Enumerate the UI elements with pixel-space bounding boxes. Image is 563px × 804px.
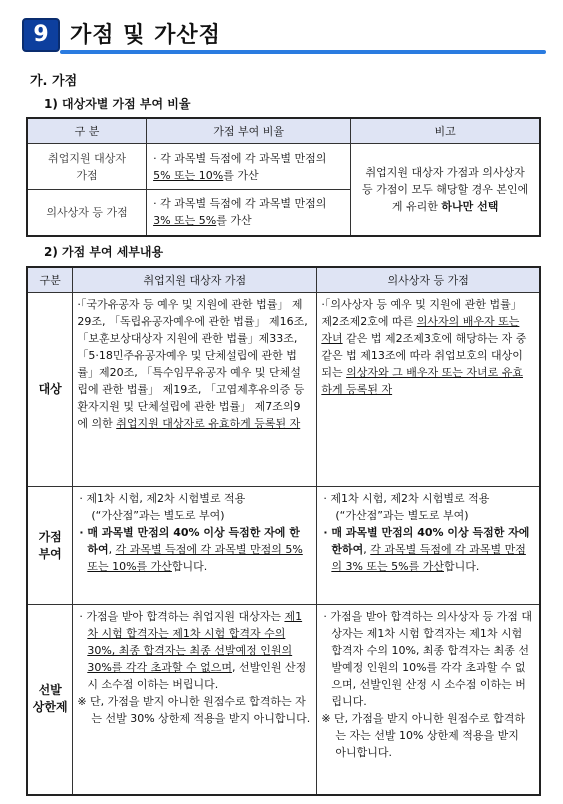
table-header-row xyxy=(27,267,540,293)
table1-heading: 1) 대상자별 가점 부여 비율 xyxy=(44,97,191,111)
ratio-text: · 각 과목별 득점에 각 과목별 만점의 xyxy=(153,151,327,165)
bullet-emphasis: · 매 과목별 만점의 40% 이상 득점한 자에 한하여 xyxy=(323,526,530,556)
bullet-text: · 제1차 시험, 제2차 시험별로 적용 xyxy=(79,492,246,505)
bullet-subtext: (“가산점”과는 별도로 부여) xyxy=(335,509,469,522)
col-header: 구분 xyxy=(27,267,73,293)
row-label-line: 선발 xyxy=(38,683,62,698)
limit-cell xyxy=(317,605,540,795)
subsection-heading: 가. 가점 xyxy=(30,74,78,89)
remarks-cell xyxy=(351,144,540,236)
col-header: 구 분 xyxy=(27,118,147,144)
bullet-text: · 제1차 시험, 제2차 시험별로 적용 xyxy=(323,492,490,505)
bullet-end: 합니다. xyxy=(444,560,480,573)
row-label xyxy=(27,487,73,605)
points-cell xyxy=(73,487,317,605)
table-row xyxy=(27,293,540,487)
table2-heading: 2) 가점 부여 세부내용 xyxy=(44,245,164,259)
ratio-text: 를 가산 xyxy=(223,168,259,182)
row-label: 대상 xyxy=(27,293,73,487)
bullet-sep: , xyxy=(108,543,116,556)
table-row xyxy=(27,144,540,190)
row-label-line: 부여 xyxy=(38,546,62,561)
ratio-text: · 각 과목별 득점에 각 과목별 만점의 xyxy=(153,197,327,211)
limit-text: , 선발인원 산정 시 소수점 이하는 버립니다. xyxy=(87,661,307,691)
target-emphasis: 의상자와 그 배우자 또는 자녀로 유효하게 등록된 자 xyxy=(321,366,523,396)
target-text: ·「의사상자 등 예우 및 지원에 관한 법률」 제2조제2호에 따른 xyxy=(321,298,522,328)
ratio-value: 3% 또는 5% xyxy=(153,214,217,228)
target-emphasis: 의사자의 배우자 또는 자녀 xyxy=(321,315,520,345)
limit-emphasis: 제1차 시험 합격자는 제1차 시험 합격자 수의 30%, 최종 합격자는 최종 선발예정 인원의 30%를 각각 초과할 수 없으며 xyxy=(87,610,303,674)
remarks-emphasis: 하나만 선택 xyxy=(441,199,499,213)
bullet-text xyxy=(77,524,310,575)
points-detail-table xyxy=(26,266,541,796)
section-header xyxy=(14,12,549,52)
target-cell xyxy=(73,293,317,487)
row-label: 취업지원 대상자 가점 xyxy=(27,144,147,190)
row-label-line: 상한제 xyxy=(32,700,68,715)
row-label xyxy=(27,605,73,795)
ratio-cell xyxy=(147,190,351,236)
col-header: 가점 부여 비율 xyxy=(147,118,351,144)
limit-note: ※ 단, 가점을 받지 아니한 원점수로 합격하는 자는 선발 30% 상한제 적용을 받지 아니합니다. xyxy=(77,695,311,725)
ratio-cell xyxy=(147,144,351,190)
target-text: ·「국가유공자 등 예우 및 지원에 관한 법률」 제29조, 「독립유공자예우에 관한 법률」 제16조, 「보훈보상대상자 지원에 관한 법률」제33조, 「5·18민주유공자예우 및 단체설립에 관한 법률」제20조, 「특수임무유공자 예우 및 단체설립에 관한 법률」 제19조, 「고엽제후유의증 등 환자지원 및 단체설립에 관한 법률」 제7조의9에 의한 xyxy=(77,298,308,430)
bullet-subtext: (“가산점”과는 별도로 부여) xyxy=(91,509,225,522)
section-number-badge: 9 xyxy=(22,18,60,52)
bullet-underline: 각 과목별 득점에 각 과목별 만점의 3% 또는 5%를 가산 xyxy=(331,543,526,573)
col-header: 의사상자 등 가점 xyxy=(317,267,540,293)
limit-note: ※ 단, 가점을 받지 아니한 원점수로 합격하는 자는 선발 10% 상한제 적용을 받지 아니합니다. xyxy=(321,712,526,759)
col-header: 비고 xyxy=(351,118,540,144)
ratio-text: 를 가산 xyxy=(216,214,252,228)
points-cell xyxy=(317,487,540,605)
limit-cell xyxy=(73,605,317,795)
limit-text: · 가점을 받아 합격하는 취업지원 대상자는 xyxy=(79,610,285,623)
section-underline xyxy=(60,50,546,54)
table-row xyxy=(27,605,540,795)
bullet-end: 합니다. xyxy=(171,560,208,573)
target-cell xyxy=(317,293,540,487)
bullet-underline: 각 과목별 득점에 각 과목별 만점의 5% 또는 10%를 가산 xyxy=(87,543,303,573)
bullet-emphasis: · 매 과목별 만점의 40% 이상 득점한 자에 한하여 xyxy=(79,526,300,556)
row-label: 의사상자 등 가점 xyxy=(27,190,147,236)
col-header: 취업지원 대상자 가점 xyxy=(73,267,317,293)
remarks-text: 취업지원 대상자 가점과 의사상자 등 가점이 모두 해당할 경우 본인에게 유리한 xyxy=(362,165,529,213)
ratio-value: 5% 또는 10% xyxy=(153,168,224,182)
limit-text: · 가점을 받아 합격하는 의사상자 등 가점 대상자는 제1차 시험 합격자는 제1차 시험 합격자 수의 10%, 최종 합격자는 최종 선발예정 인원의 10%를 각각 초과할 수 없으며, 선발인원 산정 시 소수점 이하는 버립니다. xyxy=(323,610,532,708)
bullet-sep: , xyxy=(363,543,371,556)
row-label-line: 가점 xyxy=(38,529,62,544)
table-row xyxy=(27,487,540,605)
bullet-text xyxy=(77,608,310,693)
target-emphasis: 취업지원 대상자로 유효하게 등록된 자 xyxy=(116,417,301,430)
points-ratio-table xyxy=(26,117,541,237)
section-title: 가점 및 가산점 xyxy=(70,23,221,48)
target-text: 같은 법 제2조제3호에 해당하는 자 중 같은 법 제13조에 따라 취업보호의 대상이 되는 xyxy=(321,332,527,379)
table-header-row xyxy=(27,118,540,144)
bullet-text xyxy=(321,524,533,575)
